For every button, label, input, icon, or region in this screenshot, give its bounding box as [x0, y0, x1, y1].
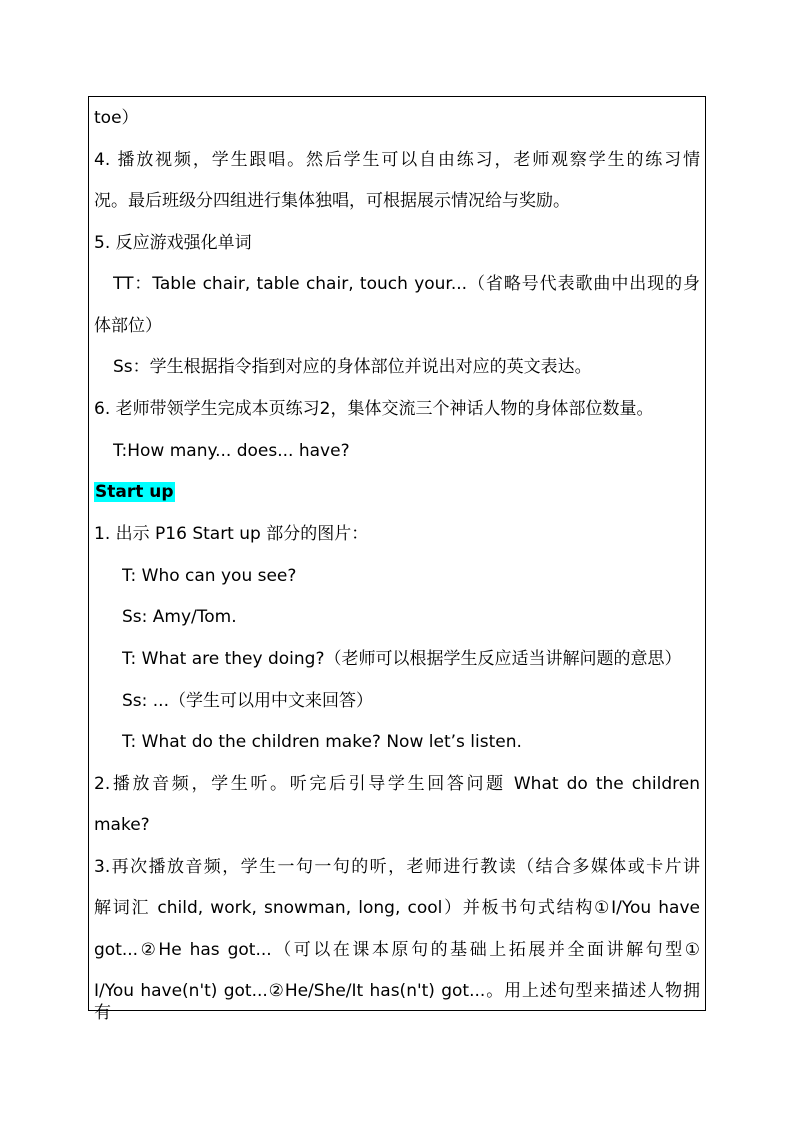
text-line-step3-a: 3.再次播放音频，学生一句一句的听，老师进行教读（结合多媒体或卡片讲	[94, 857, 700, 877]
section-heading-start-up	[94, 481, 700, 503]
text-line-step3-d: I/You have(n't) got...②He/She/It has(n't) got...。用上述句型来描述人物拥有	[94, 981, 700, 1023]
dialogue-students-amy-tom: Ss: Amy/Tom.	[122, 607, 237, 627]
text-line-step2-b: make?	[94, 815, 150, 835]
text-line-startup-1: 1. 出示 P16 Start up 部分的图片：	[94, 524, 369, 544]
dialogue-teacher-doing: T: What are they doing?（老师可以根据学生反应适当讲解问题的意思）	[122, 649, 682, 669]
text-line-step6-question: T:How many... does... have?	[113, 441, 350, 461]
text-line-step2-a: 2.播放音频，学生听。听完后引导学生回答问题 What do the children	[94, 774, 700, 794]
text-line-step3-c: got...②He has got...（可以在课本原句的基础上拓展并全面讲解句型①	[94, 940, 700, 960]
dialogue-teacher-who: T: Who can you see?	[122, 566, 297, 586]
text-line-step3-b: 解词汇 child, work, snowman, long, cool）并板书句式结构①I/You have	[94, 898, 700, 918]
text-line-step5-teacher-cont: 体部位）	[94, 316, 162, 336]
text-line-step4-a: 4. 播放视频，学生跟唱。然后学生可以自由练习，老师观察学生的练习情	[94, 150, 700, 170]
start-up-highlight: Start up	[95, 482, 174, 502]
text-line-step6: 6. 老师带领学生完成本页练习2，集体交流三个神话人物的身体部位数量。	[94, 399, 654, 419]
text-line-step4-b: 况。最后班级分四组进行集体独唱，可根据展示情况给与奖励。	[94, 191, 570, 211]
dialogue-students-answer: Ss: ...（学生可以用中文来回答）	[122, 691, 373, 711]
text-line-step5-heading: 5. 反应游戏强化单词	[94, 233, 252, 253]
text-line-step5-students: Ss：学生根据指令指到对应的身体部位并说出对应的英文表达。	[113, 357, 592, 377]
text-line-step5-teacher: TT：Table chair, table chair, touch your...（省略号代表歌曲中出现的身	[113, 274, 700, 294]
dialogue-teacher-make: T: What do the children make? Now let’s listen.	[122, 732, 522, 752]
text-line-toe: toe）	[94, 108, 139, 128]
